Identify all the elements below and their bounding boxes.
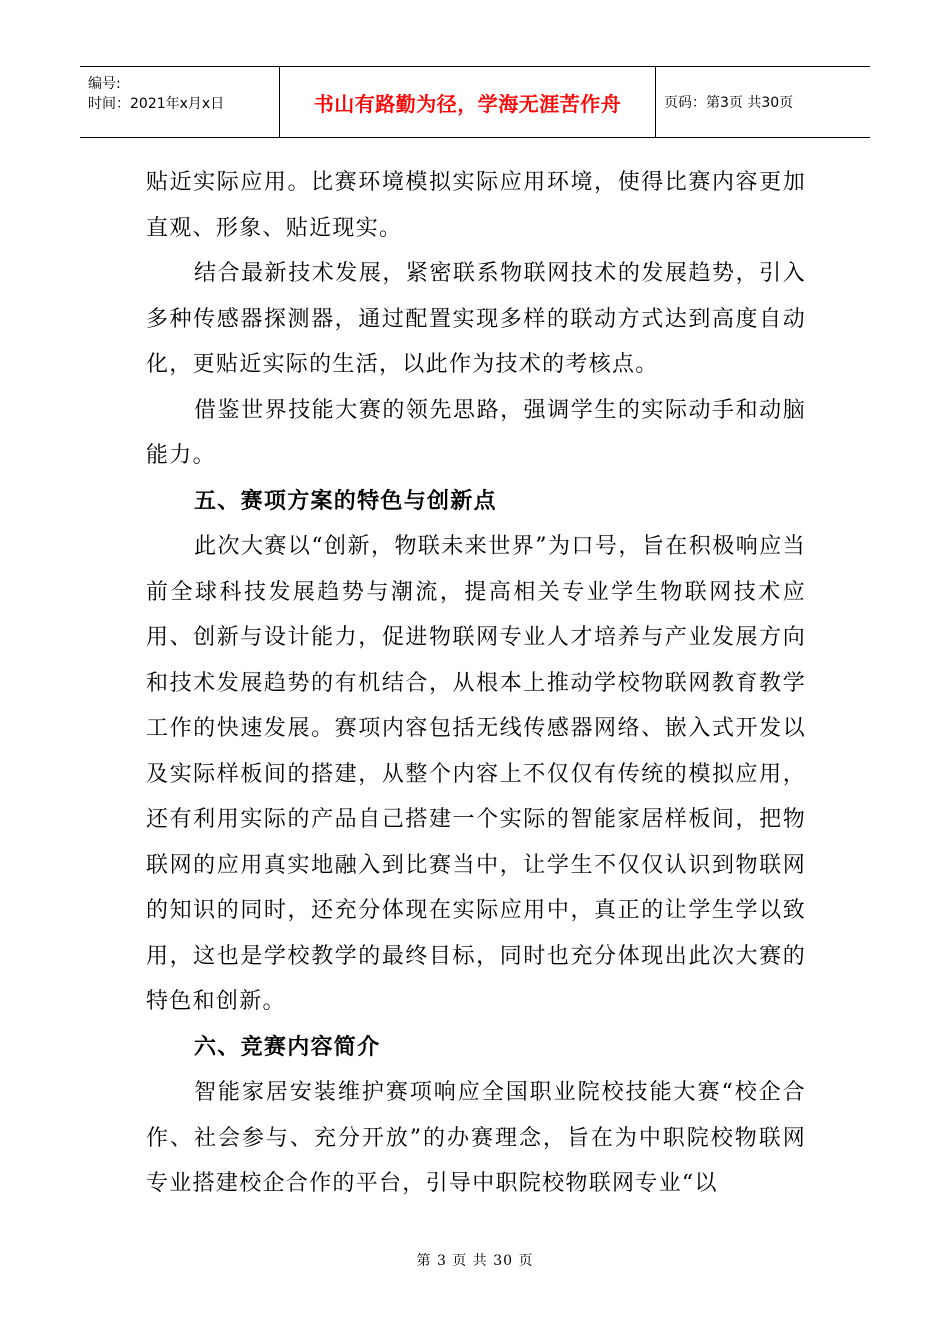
doc-number-label: 编号: [88, 76, 121, 92]
section-heading: 六、竞赛内容简介 [194, 1034, 381, 1060]
section-heading: 五、赛项方案的特色与创新点 [194, 488, 497, 514]
page-header [80, 66, 870, 138]
date-label: 时间：2021年x月x日 [88, 96, 225, 112]
paragraph: 结合最新技术发展，紧密联系物联网技术的发展趋势，引入多种传感器探测器，通过配置实现多样的联动方式达到高度自动化，更贴近实际的生活，以此作为技术的考核点。 [146, 261, 806, 377]
paragraph: 贴近实际应用。比赛环境模拟实际应用环境，使得比赛内容更加直观、形象、贴近现实。 [146, 170, 806, 241]
header-page-info: 页码：第3页 共30页 [664, 95, 794, 111]
page-footer: 第 3 页 共 30 页 [416, 1253, 534, 1269]
paragraph: 此次大赛以“创新，物联未来世界”为口号，旨在积极响应当前全球科技发展趋势与潮流，提高相关专业学生物联网技术应用、创新与设计能力，促进物联网专业人才培养与产业发展方向和技术发展趋势的有机结合，从根本上推动学校物联网教育教学工作的快速发展。赛项内容包括无线传感器网络、嵌入式开发以及实际样板间的搭建，从整个内容上不仅仅有传统的模拟应用，还有利用实际的产品自己搭建一个实际的智能家居样板间，把物联网的应用真实地融入到比赛当中，让学生不仅仅认识到物联网的知识的同时，还充分体现在实际应用中，真正的让学生学以致用，这也是学校教学的最终目标，同时也充分体现出此次大赛的特色和创新。 [146, 534, 806, 1014]
header-motto: 书山有路勤为径，学海无涯苦作舟 [280, 67, 656, 137]
paragraph: 借鉴世界技能大赛的领先思路，强调学生的实际动手和动脑能力。 [146, 397, 806, 468]
document-body [146, 160, 806, 1207]
header-meta [80, 67, 280, 137]
paragraph: 智能家居安装维护赛项响应全国职业院校技能大赛“校企合作、社会参与、充分开放”的办赛理念，旨在为中职院校物联网专业搭建校企合作的平台，引导中职院校物联网专业“以 [146, 1080, 806, 1196]
